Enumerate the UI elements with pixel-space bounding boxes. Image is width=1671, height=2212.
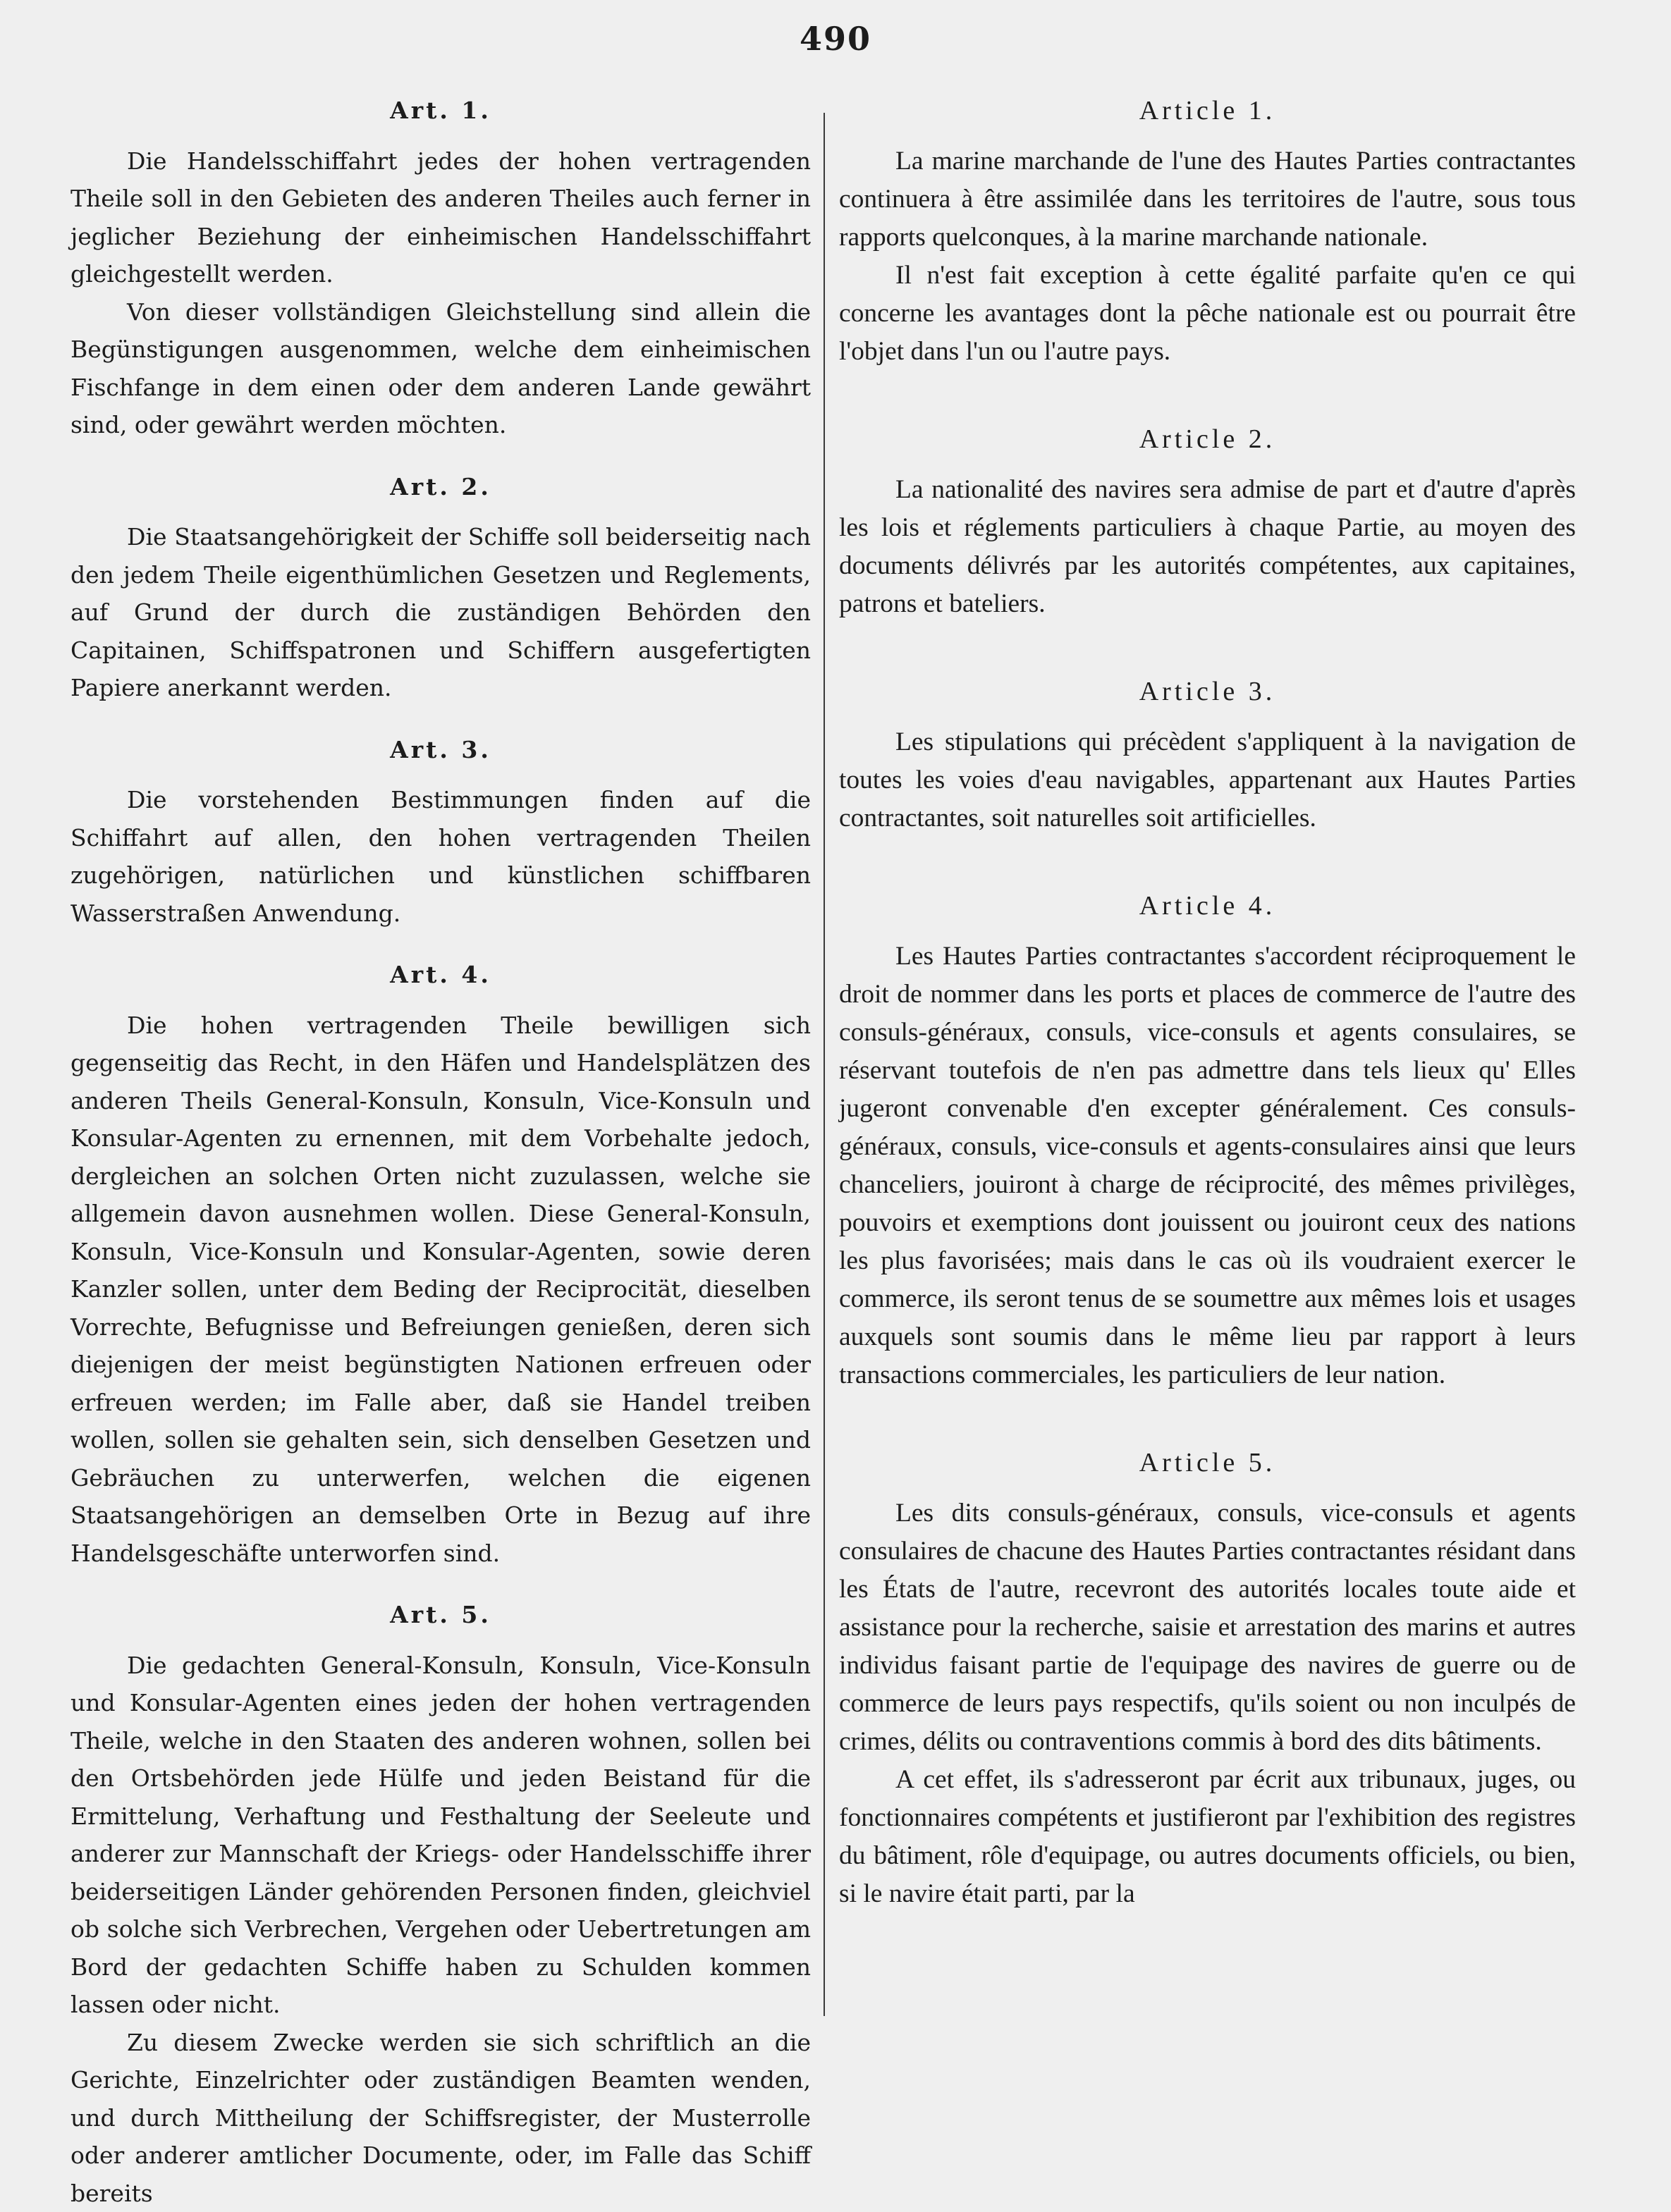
french-article-heading: Article 5. [839,1444,1576,1482]
german-paragraph: Von dieser vollständigen Gleichstellung sind allein die Begünstigungen ausgenommen, welche dem einheimischen Fischfange in dem einen oder dem anderen Lande gewährt sind, oder gewährt werden möchten. [71,293,811,444]
german-paragraph: Die hohen vertragenden Theile bewilligen sich gegenseitig das Recht, in den Häfen und Handelsplätzen des anderen Theils General-Konsuln, Konsuln, Vice-Konsuln und Konsular-Agenten zu ernennen, mit dem Vorbehalte jedoch, dergleichen an solchen Orten nicht zuzulassen, welche sie allgemein davon ausnehmen wollen. Diese General-Konsuln, Konsuln, Vice-Konsuln und Konsular-Agenten, sowie deren Kanzler sollen, unter dem Beding der Reciprocität, dieselben Vorrechte, Befugnisse und Befreiungen genießen, deren sich diejenigen der meist begünstigten Nationen erfreuen oder erfreuen werden; im Falle aber, daß sie Handel treiben wollen, sollen sie gehalten sein, sich denselben Gesetzen und Gebräuchen zu unterwerfen, welchen die eigenen Staatsangehörigen an demselben Orte in Bezug auf ihre Handelsgeschäfte unterworfen sind. [71,1007,811,1573]
german-paragraph: Die Staatsangehörigkeit der Schiffe soll beiderseitig nach den jedem Theile eigenthümlichen Gesetzen und Reglements, auf Grund der durch die zuständigen Behörden den Capitainen, Schiffspatronen und Schiffern ausgefertigten Papiere anerkannt werden. [71,518,811,707]
column-divider [824,113,825,2016]
german-paragraph: Die Handelsschiffahrt jedes der hohen vertragenden Theile soll in den Gebieten des anderen Theiles auch ferner in jeglicher Beziehung der einheimischen Handelsschiffahrt gleichgestellt werden. [71,142,811,293]
french-article-3 [839,672,1576,837]
french-paragraph: La marine marchande de l'une des Hautes Parties contractantes continuera à être assimilée dans les territoires de l'autre, sous tous rapports quelconques, à la marine marchande nationale. [839,142,1576,257]
french-article-heading: Article 3. [839,672,1576,711]
german-article-1 [71,92,811,444]
french-article-2 [839,420,1576,623]
german-paragraph: Zu diesem Zwecke werden sie sich schriftlich an die Gerichte, Einzelrichter oder zuständigen Beamten wenden, und durch Mittheilung der Schiffsregister, der Musterrolle oder anderer amtlicher Documente, oder, im Falle das Schiff bereits [71,2024,811,2212]
french-column [839,92,1576,2108]
german-paragraph: Die gedachten General-Konsuln, Konsuln, Vice-Konsuln und Konsular-Agenten eines jeden der hohen vertragenden Theile, welche in den Staaten des anderen wohnen, sollen bei den Ortsbehörden jede Hülfe und jeden Beistand für die Ermittelung, Verhaftung und Festhaltung der Seeleute und anderer zur Mannschaft der Kriegs- oder Handelsschiffe ihrer beiderseitigen Länder gehörenden Personen finden, gleichviel ob solche sich Verbrechen, Vergehen oder Uebertretungen am Bord der gedachten Schiffe haben zu Schulden kommen lassen oder nicht. [71,1647,811,2024]
page-number: 490 [0,20,1671,58]
german-article-heading: Art. 2. [71,468,811,506]
french-paragraph: Il n'est fait exception à cette égalité parfaite qu'en ce qui concerne les avantages dont la pêche nationale est ou pourrait être l'objet dans l'un ou l'autre pays. [839,257,1576,371]
german-paragraph: Die vorstehenden Bestimmungen finden auf die Schiffahrt auf allen, den hohen vertragenden Theilen zugehörigen, natürlichen und künstlichen schiffbaren Wasserstraßen Anwendung. [71,781,811,932]
french-article-heading: Article 1. [839,92,1576,130]
french-article-5 [839,1444,1576,1913]
french-article-heading: Article 4. [839,887,1576,925]
french-article-4 [839,887,1576,1394]
german-article-3 [71,731,811,933]
german-column [71,92,811,2108]
german-article-heading: Art. 1. [71,92,811,130]
german-article-heading: Art. 3. [71,731,811,769]
french-paragraph: A cet effet, ils s'adresseront par écrit aux tribunaux, juges, ou fonctionnaires compétents et justifieront par l'exhibition des registres du bâtiment, rôle d'equipage, ou autres documents officiels, ou bien, si le navire était parti, par la [839,1761,1576,1913]
german-article-4 [71,956,811,1572]
german-article-heading: Art. 5. [71,1596,811,1634]
german-article-heading: Art. 4. [71,956,811,994]
german-article-2 [71,468,811,707]
french-paragraph: Les stipulations qui précèdent s'appliquent à la navigation de toutes les voies d'eau navigables, appartenant aux Hautes Parties contractantes, soit naturelles soit artificielles. [839,723,1576,837]
french-paragraph: Les dits consuls-généraux, consuls, vice-consuls et agents consulaires de chacune des Hautes Parties contractantes résidant dans les États de l'autre, recevront des autorités locales toute aide et assistance pour la recherche, saisie et arrestation des marins et autres individus faisant partie de l'equipage des navires de guerre ou de commerce de leurs pays respectifs, qu'ils soient ou non inculpés de crimes, délits ou contraventions commis à bord des dits bâtiments. [839,1494,1576,1761]
french-article-heading: Article 2. [839,420,1576,458]
german-article-5 [71,1596,811,2212]
french-paragraph: Les Hautes Parties contractantes s'accordent réciproquement le droit de nommer dans les ports et places de commerce de l'autre des consuls-généraux, consuls, vice-consuls et agents consulaires, se réservant toutefois de n'en pas admettre dans tels lieux qu' Elles jugeront convenable d'en excepter généralement. Ces consuls-généraux, consuls, vice-consuls et agents-consulaires ainsi que leurs chanceliers, jouiront à charge de réciprocité, des mêmes privilèges, pouvoirs et exemptions dont jouissent ou jouiront ceux des nations les plus favorisées; mais dans le cas où ils voudraient exercer le commerce, ils seront tenus de se soumettre aux mêmes lois et usages auxquels sont soumis dans le même lieu par rapport à leurs transactions commerciales, les particuliers de leur nation. [839,938,1576,1394]
french-paragraph: La nationalité des navires sera admise de part et d'autre d'après les lois et réglements particuliers à chaque Partie, au moyen des documents délivrés par les autorités compétentes, aux capitaines, patrons et bateliers. [839,471,1576,623]
french-article-1 [839,92,1576,371]
